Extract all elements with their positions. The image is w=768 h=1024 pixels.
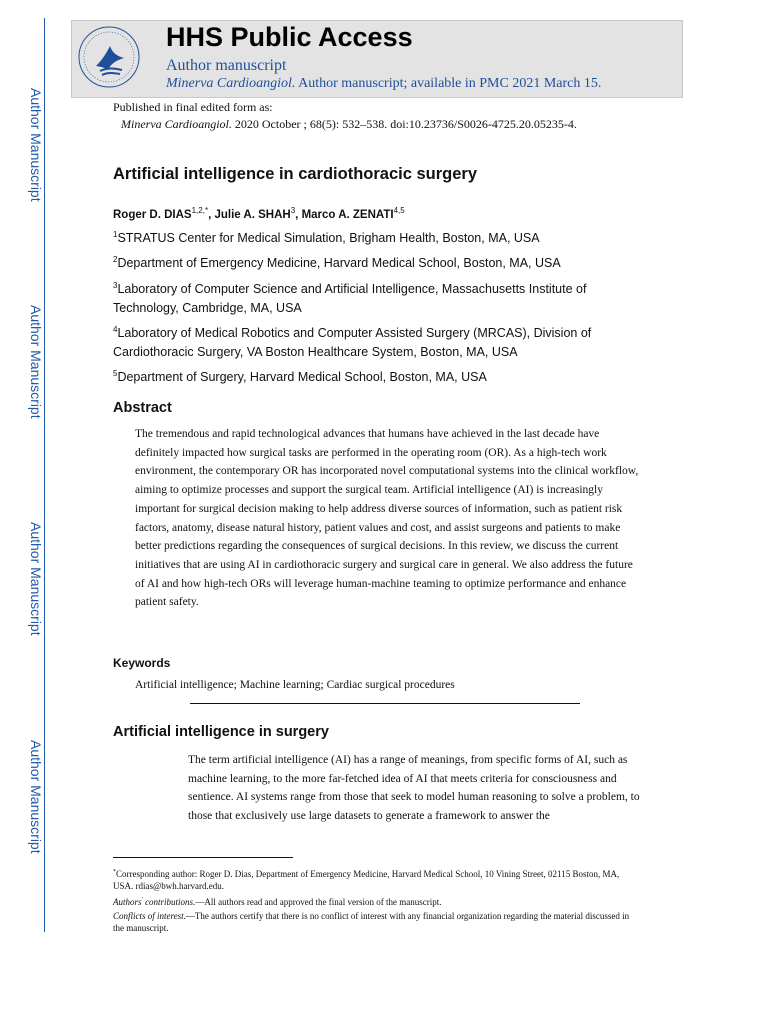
affiliation-text: STRATUS Center for Medical Simulation, Brigham Health, Boston, MA, USA xyxy=(117,231,540,246)
footnote-contributions xyxy=(113,894,633,908)
header-title: HHS Public Access xyxy=(166,22,413,52)
author-separator: , xyxy=(208,208,215,221)
footnote-corresponding-text: Corresponding author: Roger D. Dias, Department of Emergency Medicine, Harvard Medical School, 10 Vining Street, 02115 Boston, MA, USA. rdias@bwh.harvard.edu. xyxy=(113,869,620,891)
affiliation-number: 2 xyxy=(113,255,118,264)
affiliation-text: Department of Surgery, Harvard Medical School, Boston, MA, USA xyxy=(117,370,487,385)
sidebar-divider xyxy=(44,18,45,932)
affiliation-number: 1 xyxy=(113,230,118,239)
affiliation-text: Department of Emergency Medicine, Harvard Medical School, Boston, MA, USA xyxy=(117,256,561,271)
keywords-heading: Keywords xyxy=(113,656,171,670)
footnote-divider xyxy=(113,857,293,858)
affiliation-number: 4 xyxy=(113,325,118,334)
article-title: Artificial intelligence in cardiothoracic surgery xyxy=(113,165,478,183)
affiliation-item xyxy=(113,364,613,387)
author-affiliation-marker: 4,5 xyxy=(393,206,405,215)
sidebar-author-manuscript-label: Author Manuscript xyxy=(28,88,44,202)
affiliation-item xyxy=(113,320,613,362)
header-availability xyxy=(166,76,601,92)
author-list xyxy=(113,206,405,221)
footnote-marker: * xyxy=(113,869,116,875)
footnote-corresponding xyxy=(113,866,633,892)
section-divider xyxy=(190,703,580,704)
affiliation-number: 3 xyxy=(113,281,118,290)
citation-journal: Minerva Cardioangiol. xyxy=(121,117,232,131)
hhs-eagle-seal-icon xyxy=(76,24,142,90)
affiliation-item xyxy=(113,250,613,273)
footnotes xyxy=(113,866,633,936)
abstract-body: The tremendous and rapid technological advances that humans have achieved in the last decade have definitely impacted how surgical tasks are performed in the operating room (OR). As a high-tech work environment, the contemporary OR has incorporated novel computational systems into the clinical workflow, aiming to optimize processes and support the surgical team. Artificial intelligence (AI) is increasingly important for surgical decision making to help address diverse sources of information, such as patient risk factors, anatomy, disease natural history, patient values and cost, and assist surgeons and patients to make better predictions regarding the consequences of surgical decisions. In this review, we discuss the current initiatives that are using AI in cardiothoracic surgery and surgical care in general. We also address the future of AI and how high-tech ORs will leverage human-machine teaming to optimize performance and enhance patient safety. xyxy=(135,428,639,609)
affiliation-item xyxy=(113,276,613,318)
author-separator: , xyxy=(295,208,302,221)
keywords-list: Artificial intelligence; Machine learning; Cardiac surgical procedures xyxy=(135,679,455,691)
affiliation-number: 5 xyxy=(113,369,118,378)
author-name: Roger D. DIAS xyxy=(113,208,192,221)
citation-details: 2020 October ; 68(5): 532–538. doi:10.23736/S0026-4725.20.05235-4. xyxy=(231,117,577,131)
footnote-contrib-marker: ' xyxy=(141,897,143,903)
published-label: Published in final edited form as: xyxy=(113,100,273,114)
sidebar-author-manuscript-label: Author Manuscript xyxy=(28,522,44,636)
footnote-contrib-label-end: contributions. xyxy=(142,897,196,907)
header-journal-name: Minerva Cardioangiol. xyxy=(166,76,296,91)
author-name: Marco A. ZENATI xyxy=(301,208,394,221)
affiliation-text: Laboratory of Computer Science and Artificial Intelligence, Massachusetts Institute of Technology, Cambridge, MA, USA xyxy=(113,282,587,316)
sidebar-author-manuscript-label: Author Manuscript xyxy=(28,740,44,854)
section-body: The term artificial intelligence (AI) has a range of meanings, from specific forms of AI, such as machine learning, to the more far-fetched idea of AI that meets criteria for consciousness and sentience. AI systems range from those that seek to model human reasoning to solve a problem, to those that exclusively use large datasets to generate a framework to answer the xyxy=(188,754,640,823)
header-subtitle: Author manuscript xyxy=(166,57,287,74)
footnote-contrib-label: Authors xyxy=(113,897,142,907)
publication-citation xyxy=(121,117,577,132)
affiliation-item xyxy=(113,225,613,248)
author-affiliation-marker: 3 xyxy=(290,206,296,215)
footnote-contrib-text: —All authors read and approved the final version of the manuscript. xyxy=(195,897,442,907)
footnote-conflicts xyxy=(113,910,633,934)
abstract-heading: Abstract xyxy=(113,400,172,416)
author-name: Julie A. SHAH xyxy=(214,208,291,221)
footnote-conflicts-label: Conflicts of interest. xyxy=(113,911,186,921)
header-availability-text: Author manuscript; available in PMC 2021 March 15. xyxy=(295,76,602,91)
affiliation-text: Laboratory of Medical Robotics and Computer Assisted Surgery (MRCAS), Division of Cardiothoracic Surgery, VA Boston Healthcare System, Boston, MA, USA xyxy=(113,326,592,360)
sidebar-author-manuscript-label: Author Manuscript xyxy=(28,305,44,419)
author-affiliation-marker: 1,2,* xyxy=(191,206,209,215)
section-heading: Artificial intelligence in surgery xyxy=(113,724,329,740)
footnote-conflicts-text: —The authors certify that there is no conflict of interest with any financial organization regarding the material discussed in the manuscript. xyxy=(113,911,630,933)
